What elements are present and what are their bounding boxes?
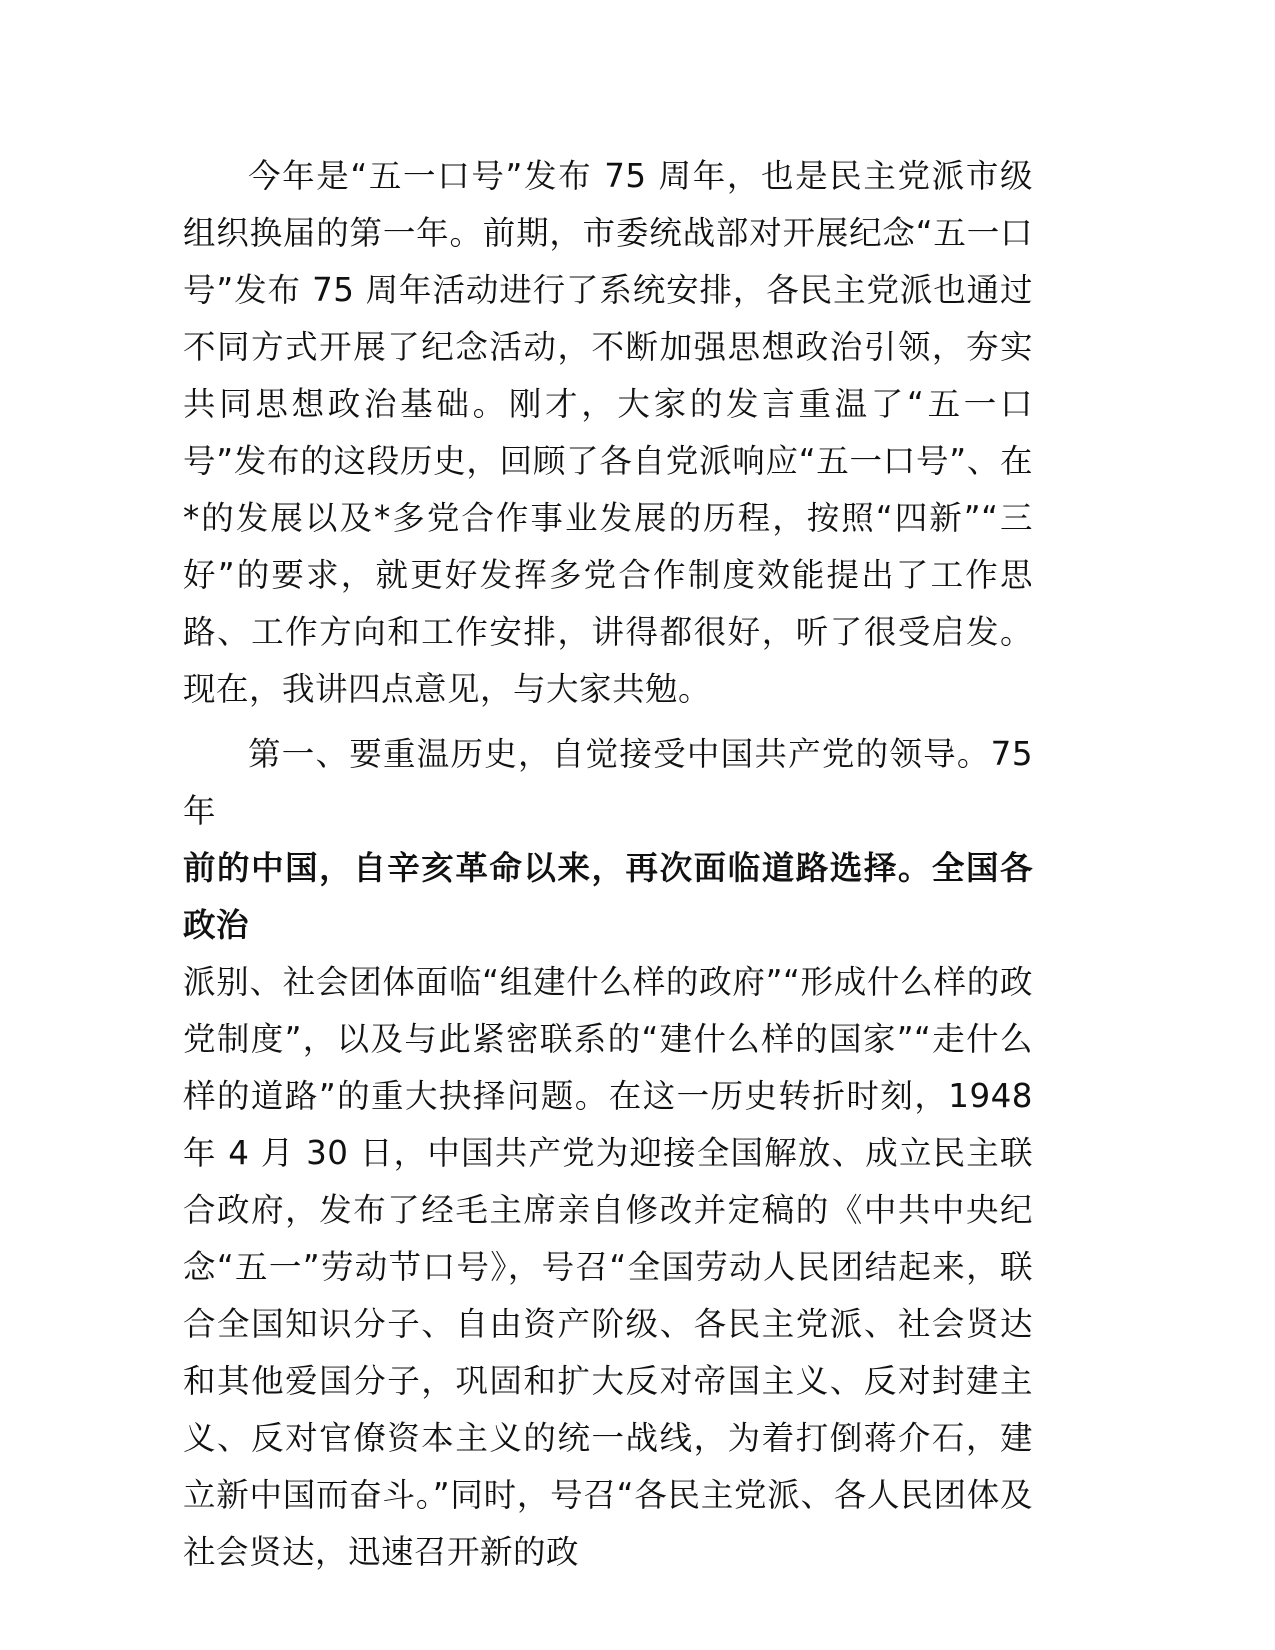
paragraph-intro [183, 148, 1033, 718]
first-point-bold-text: 前的中国，自辛亥革命以来，再次面临道路选择。全国各政治 [183, 849, 1033, 944]
first-point-heading-text: 第一、要重温历史，自觉接受中国共产党的领导。75 年 [183, 735, 1033, 830]
paragraph-intro-text: 今年是“五一口号”发布 75 周年，也是民主党派市级组织换届的第一年。前期，市委统战部对开展纪念“五一口号”发布 75 周年活动进行了系统安排，各民主党派也通过不同方式开展了纪念活动，不断加强思想政治引领，夯实共同思想政治基础。刚才，大家的发言重温了“五一口号”发布的这段历史，回顾了各自党派响应“五一口号”、在*的发展以及*多党合作事业发展的历程，按照“四新”“三好”的要求，就更好发挥多党合作制度效能提出了工作思路、工作方向和工作安排，讲得都很好，听了很受启发。现在，我讲四点意见，与大家共勉。 [183, 157, 1033, 708]
document-body [183, 148, 1033, 1581]
first-point-body-text: 派别、社会团体面临“组建什么样的政府”“形成什么样的政党制度”，以及与此紧密联系的“建什么样的国家”“走什么样的道路”的重大抉择问题。在这一历史转折时刻，1948 年 4 月 30 日，中国共产党为迎接全国解放、成立民主联合政府，发布了经毛主席亲自修改并定稿的《中共中央纪念“五一”劳动节口号》，号召“全国劳动人民团结起来，联合全国知识分子、自由资产阶级、各民主党派、社会贤达和其他爱国分子，巩固和扩大反对帝国主义、反对封建主义、反对官僚资本主义的统一战线，为着打倒蒋介石，建立新中国而奋斗。”同时，号召“各民主党派、各人民团体及社会贤达，迅速召开新的政 [183, 963, 1033, 1571]
paragraph-first-point [183, 726, 1033, 1581]
